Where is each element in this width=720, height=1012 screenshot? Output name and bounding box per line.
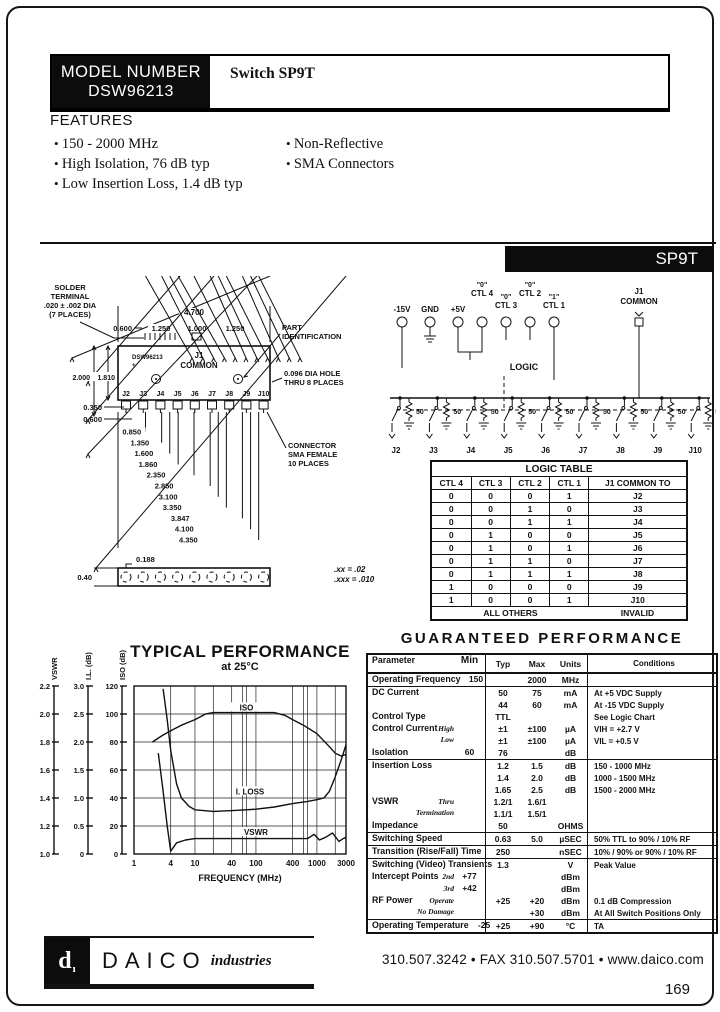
- svg-text:400: 400: [285, 859, 300, 868]
- logic-table-row: 0 1 1 1 J8: [431, 568, 687, 581]
- performance-row: DC Current 50 75 mA At +5 VDC Supply: [368, 686, 716, 699]
- svg-text:J5: J5: [173, 391, 182, 398]
- svg-text:"0": "0": [500, 294, 512, 301]
- mechanical-drawing: [36, 276, 388, 632]
- brand-name: DAICO: [102, 948, 207, 973]
- svg-text:I.L. (dB): I.L. (dB): [84, 652, 93, 680]
- feature-item: • Low Insertion Loss, 1.4 dB typ: [54, 174, 284, 194]
- svg-text:50: 50: [416, 409, 424, 416]
- svg-text:80: 80: [109, 738, 118, 747]
- svg-text:1.8: 1.8: [39, 738, 50, 747]
- performance-chart: [38, 642, 383, 908]
- svg-text:J7: J7: [208, 391, 216, 398]
- svg-text:.020 ± .002 DIA: .020 ± .002 DIA: [43, 301, 97, 310]
- svg-text:1.250: 1.250: [151, 324, 171, 333]
- performance-row: Isolation 60 76 dB: [368, 747, 716, 759]
- svg-text:CTL 4: CTL 4: [470, 289, 494, 298]
- svg-text:J2: J2: [122, 391, 130, 398]
- performance-row: Operating Temperature -25 +25 +90 °C TA: [368, 919, 716, 932]
- features-list-right: [286, 134, 486, 174]
- performance-row: 1.4 2.0 dB 1000 - 1500 MHz: [368, 772, 716, 784]
- svg-text:1.250: 1.250: [225, 324, 245, 333]
- svg-text:J8: J8: [225, 391, 234, 398]
- chart-plot: [38, 642, 383, 908]
- svg-text:0: 0: [79, 850, 84, 859]
- svg-text:J9: J9: [242, 391, 251, 398]
- logic-table-row: 0 0 1 0 J3: [431, 503, 687, 516]
- product-title: Switch SP9T: [230, 65, 315, 82]
- logic-table-row: 0 1 0 1 J6: [431, 542, 687, 555]
- svg-text:120: 120: [105, 682, 118, 691]
- svg-text:50: 50: [640, 409, 649, 416]
- daico-logo-icon: d ı: [44, 938, 90, 984]
- logic-table-title: LOGIC TABLE: [431, 461, 687, 477]
- svg-text:1.6: 1.6: [39, 766, 50, 775]
- svg-text:"1": "1": [548, 294, 560, 301]
- svg-text:+5V: +5V: [450, 305, 466, 314]
- performance-row: Impedance 50 OHMS: [368, 820, 716, 832]
- svg-text:"0": "0": [524, 282, 536, 289]
- performance-row: VSWR Thru 1.2/1 1.6/1: [368, 796, 716, 808]
- svg-text:50: 50: [603, 409, 611, 416]
- svg-text:J5: J5: [503, 446, 513, 455]
- svg-text:1.2: 1.2: [39, 822, 50, 831]
- svg-text:1.4: 1.4: [39, 794, 50, 803]
- performance-row: Insertion Loss 1.2 1.5 dB 150 - 1000 MHz: [368, 759, 716, 772]
- svg-text:50: 50: [528, 409, 536, 416]
- svg-text:J4: J4: [156, 391, 165, 398]
- svg-text:2.5: 2.5: [73, 710, 84, 719]
- svg-text:40: 40: [227, 859, 237, 868]
- performance-row: No Damage +30 dBm At All Switch Positions Only: [368, 907, 716, 919]
- logic-table-row: 0 0 1 1 J4: [431, 516, 687, 529]
- section-divider: [40, 242, 716, 244]
- logic-table-row: 1 0 0 1 J10: [431, 594, 687, 607]
- logic-table-row: 1 0 0 0 J9: [431, 581, 687, 594]
- svg-text:+: +: [132, 363, 136, 369]
- svg-text:VSWR: VSWR: [243, 828, 268, 837]
- svg-text:J1: J1: [194, 351, 204, 360]
- svg-text:1.810: 1.810: [97, 375, 115, 382]
- performance-row: Switching Speed 0.63 5.0 µSEC 50% TTL to 90% / 10% RF: [368, 832, 716, 845]
- performance-row: Control Type TTL See Logic Chart: [368, 711, 716, 723]
- svg-text:2.850: 2.850: [154, 481, 174, 491]
- svg-text:J3: J3: [428, 446, 438, 455]
- svg-text:TERMINAL: TERMINAL: [50, 292, 90, 301]
- footer-brand: [44, 936, 314, 989]
- performance-row: Intercept Points 2nd +77 dBm: [368, 871, 716, 883]
- svg-text:50: 50: [453, 409, 462, 416]
- svg-text:.xxx = .010: .xxx = .010: [334, 575, 375, 584]
- svg-text:2.0: 2.0: [73, 738, 84, 747]
- features-list-left: [54, 134, 284, 194]
- features-section: [50, 112, 395, 192]
- svg-text:CTL 3: CTL 3: [494, 301, 518, 310]
- svg-text:J6: J6: [190, 391, 199, 398]
- model-label: MODEL NUMBER: [60, 62, 202, 81]
- svg-text:.xx = .02: .xx = .02: [334, 565, 366, 574]
- svg-text:J9: J9: [653, 446, 663, 455]
- svg-text:3000: 3000: [337, 859, 355, 868]
- performance-row: Operating Frequency 150 2000 MHz: [368, 673, 716, 686]
- svg-text:FREQUENCY (MHz): FREQUENCY (MHz): [198, 873, 282, 883]
- svg-text:10: 10: [190, 859, 200, 868]
- chart-subtitle: at 25°C: [221, 661, 259, 673]
- performance-row: RF Power Operate +25 +20 dBm 0.1 dB Compression: [368, 895, 716, 907]
- svg-text:(7 PLACES): (7 PLACES): [49, 310, 91, 319]
- svg-text:J4: J4: [466, 446, 476, 455]
- svg-text:10 PLACES: 10 PLACES: [288, 459, 329, 468]
- svg-text:100: 100: [105, 710, 118, 719]
- feature-item: • 150 - 2000 MHz: [54, 134, 284, 154]
- svg-text:CTL 2: CTL 2: [518, 289, 542, 298]
- svg-text:100: 100: [249, 859, 263, 868]
- svg-text:1000: 1000: [308, 859, 326, 868]
- performance-table: [366, 653, 718, 934]
- section-tab-sp9t: SP9T: [505, 246, 714, 272]
- brand-suffix: industries: [210, 952, 272, 969]
- svg-text:J2: J2: [391, 446, 401, 455]
- svg-text:J1: J1: [634, 287, 644, 296]
- logic-table-row: 0 0 0 1 J2: [431, 490, 687, 503]
- svg-text:CONNECTOR: CONNECTOR: [288, 441, 337, 450]
- svg-text:0.600: 0.600: [83, 415, 102, 424]
- svg-text:1.600: 1.600: [134, 449, 154, 459]
- svg-text:0.600: 0.600: [113, 324, 132, 333]
- svg-text:J7: J7: [578, 446, 588, 455]
- svg-text:1.0: 1.0: [39, 850, 50, 859]
- svg-text:THRU 8 PLACES: THRU 8 PLACES: [284, 378, 344, 387]
- contact-info: 310.507.3242 • FAX 310.507.5701 • www.daico.com: [381, 952, 704, 967]
- svg-text:1.350: 1.350: [130, 438, 150, 448]
- svg-text:CTL 1: CTL 1: [542, 301, 566, 310]
- svg-text:1.860: 1.860: [138, 459, 158, 469]
- svg-text:0.350: 0.350: [83, 403, 102, 412]
- svg-text:60: 60: [109, 766, 118, 775]
- performance-header: Parameter Min Typ Max Units Conditions: [368, 655, 716, 673]
- logic-table: [430, 460, 688, 621]
- performance-row: Termination 1.1/1 1.5/1: [368, 808, 716, 820]
- svg-text:1.5: 1.5: [73, 766, 84, 775]
- feature-item: • Non-Reflective: [286, 134, 486, 154]
- svg-text:J10: J10: [257, 391, 270, 398]
- logic-table-footer: ALL OTHERS INVALID: [431, 607, 687, 621]
- svg-text:4.700: 4.700: [183, 308, 205, 317]
- performance-title: GUARANTEED PERFORMANCE: [400, 630, 684, 647]
- svg-text:50: 50: [677, 409, 686, 416]
- logic-table-row: 0 1 0 0 J5: [431, 529, 687, 542]
- svg-text:0.188: 0.188: [136, 555, 155, 564]
- performance-row: Control Current High ±1 ±100 µA VIH = +2.7 V: [368, 723, 716, 735]
- model-number-box: [52, 56, 210, 108]
- svg-text:LOGIC: LOGIC: [509, 362, 539, 372]
- svg-text:J3: J3: [139, 391, 148, 398]
- svg-text:1.000: 1.000: [187, 324, 207, 333]
- svg-text:2.000: 2.000: [72, 375, 90, 382]
- svg-text:SOLDER: SOLDER: [54, 283, 86, 292]
- svg-text:3.350: 3.350: [162, 503, 182, 513]
- svg-text:J8: J8: [615, 446, 625, 455]
- logic-table-row: 0 1 1 0 J7: [431, 555, 687, 568]
- svg-text:0: 0: [113, 850, 118, 859]
- svg-text:3.0: 3.0: [73, 682, 84, 691]
- svg-text:0.096 DIA HOLE: 0.096 DIA HOLE: [284, 369, 341, 378]
- svg-text:2.2: 2.2: [39, 682, 50, 691]
- svg-text:0.5: 0.5: [73, 822, 84, 831]
- svg-text:0.850: 0.850: [122, 427, 142, 437]
- feature-item: • High Isolation, 76 dB typ: [54, 154, 284, 174]
- svg-text:0.40: 0.40: [77, 573, 92, 582]
- logic-table-block: [430, 460, 688, 621]
- svg-text:1.0: 1.0: [73, 794, 84, 803]
- svg-text:I. LOSS: I. LOSS: [235, 787, 265, 797]
- svg-text:1: 1: [131, 859, 137, 868]
- svg-text:-15V: -15V: [393, 305, 411, 314]
- svg-text:IDENTIFICATION: IDENTIFICATION: [282, 332, 342, 341]
- svg-text:2.0: 2.0: [39, 710, 50, 719]
- header-box: [50, 54, 670, 112]
- model-number: DSW96213: [88, 83, 174, 101]
- svg-text:J6: J6: [541, 446, 551, 455]
- svg-text:ISO: ISO: [239, 703, 254, 713]
- performance-row: Switching (Video) Transients 1.3 V Peak Value: [368, 858, 716, 871]
- svg-text:50: 50: [565, 409, 574, 416]
- performance-row: Low ±1 ±100 µA VIL = +0.5 V: [368, 735, 716, 747]
- svg-text:COMMON: COMMON: [620, 297, 658, 306]
- svg-text:DSW96213: DSW96213: [132, 355, 163, 361]
- svg-text:GND: GND: [421, 305, 439, 314]
- svg-text:50: [715, 409, 716, 416]
- svg-text:COMMON: COMMON: [180, 361, 218, 370]
- svg-text:ISO (dB): ISO (dB): [118, 650, 127, 680]
- svg-text:J10: J10: [688, 446, 702, 455]
- svg-text:"0": "0": [476, 282, 488, 289]
- svg-text:3.847: 3.847: [170, 513, 190, 523]
- svg-text:4.350: 4.350: [178, 535, 198, 545]
- svg-text:20: 20: [109, 822, 118, 831]
- features-heading: FEATURES: [50, 112, 133, 129]
- svg-text:40: 40: [109, 794, 118, 803]
- svg-text:PART: PART: [282, 323, 302, 332]
- svg-text:4.100: 4.100: [174, 524, 194, 534]
- chart-title: TYPICAL PERFORMANCE: [130, 642, 350, 661]
- schematic-diagram: [384, 280, 716, 458]
- performance-row: 3rd +42 dBm: [368, 883, 716, 895]
- svg-text:VSWR: VSWR: [50, 657, 59, 680]
- feature-item: • SMA Connectors: [286, 154, 486, 174]
- logic-table-header: CTL 4 CTL 3 CTL 2 CTL 1 J1 COMMON TO: [431, 477, 687, 490]
- svg-text:50: 50: [490, 409, 499, 416]
- svg-text:SMA FEMALE: SMA FEMALE: [288, 450, 338, 459]
- svg-text:2.350: 2.350: [146, 470, 166, 480]
- performance-row: 1.65 2.5 dB 1500 - 2000 MHz: [368, 784, 716, 796]
- performance-table-block: [366, 630, 718, 934]
- page-number: 169: [664, 981, 690, 998]
- svg-text:4: 4: [168, 859, 173, 868]
- performance-row: 44 60 mA At -15 VDC Supply: [368, 699, 716, 711]
- performance-row: Transition (Rise/Fall) Time 250 nSEC 10% / 90% or 90% / 10% RF: [368, 845, 716, 858]
- svg-text:3.100: 3.100: [158, 492, 178, 502]
